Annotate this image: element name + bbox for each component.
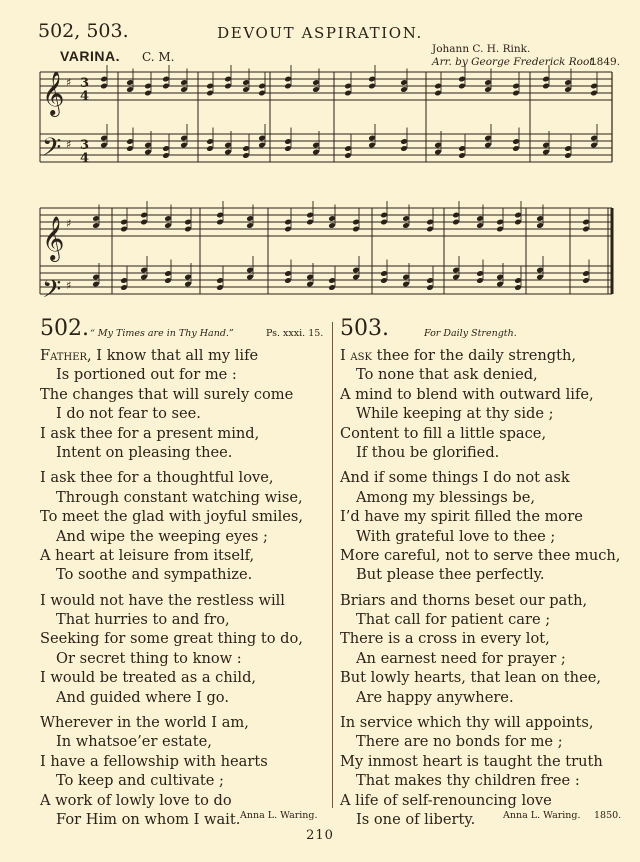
bass-clef-icon: 𝄢 (42, 133, 62, 168)
verse-line: If thou be glorified. (356, 443, 500, 461)
verse-line: The changes that will surely come (40, 385, 294, 403)
tune-name: VARINA. (60, 48, 121, 64)
treble-clef-icon: 𝄞 (42, 71, 65, 115)
time-signature: 3 (80, 76, 90, 91)
verse-line: I would be treated as a child, (40, 669, 257, 687)
verse-line: Are happy anywhere. (356, 688, 514, 706)
sharp-icon: ♯ (66, 76, 72, 89)
verse-line: I ask thee for a present mind, (40, 424, 260, 442)
verse-line: And if some things I do not ask (340, 469, 570, 487)
verse-line: Father, I know that all my life (40, 347, 259, 364)
stanza-list (40, 346, 330, 829)
tune-meter: C. M. (142, 50, 175, 64)
treble-clef-icon: 𝄞 (42, 216, 65, 260)
page-number: 210 (306, 828, 334, 843)
verse-line: I ask thee for a thoughtful love, (40, 469, 274, 487)
author-credit: Anna L. Waring. (240, 810, 318, 821)
scripture-reference: Ps. xxxi. 15. (266, 328, 324, 339)
stanza (40, 468, 330, 584)
verse-line: That makes thy children free : (356, 772, 580, 790)
verse-line: Intent on pleasing thee. (56, 443, 233, 461)
verse-line: To none that ask denied, (356, 366, 538, 384)
stanza-list (340, 346, 620, 829)
sharp-icon: ♯ (66, 138, 72, 151)
stanza (40, 346, 330, 462)
verse-line: Content to fill a little space, (340, 424, 547, 442)
arranger-name: Arr. by George Frederick Root. (432, 56, 597, 68)
author-year: 1850. (594, 810, 622, 821)
stanza (340, 591, 620, 707)
verse-line: A work of lowly love to do (40, 791, 232, 809)
verse-line: I do not fear to see. (56, 405, 201, 423)
verse-line: In whatsoe’er estate, (56, 733, 212, 751)
hymn-numbers: 502, 503. (38, 20, 129, 42)
time-signature: 4 (80, 89, 90, 104)
verse-line: To keep and cultivate ; (56, 772, 224, 790)
sharp-icon: ♯ (66, 279, 72, 292)
verse-line: That call for patient care ; (356, 611, 551, 629)
sharp-icon: ♯ (66, 217, 72, 230)
verse-line: But lowly hearts, that lean on thee, (340, 669, 601, 687)
verse-line: Briars and thorns beset our path, (340, 591, 588, 609)
time-signature: 3 (80, 138, 90, 153)
author-credit: Anna L. Waring. (503, 810, 581, 821)
composer-name: Johann C. H. Rink. (432, 43, 531, 55)
time-signature: 4 (80, 151, 90, 166)
verse-line: Is one of liberty. (356, 810, 476, 828)
verse-line: Through constant watching wise, (56, 488, 303, 506)
hymn-subtitle: “ My Times are in Thy Hand.” (90, 328, 234, 339)
verse-line: An earnest need for prayer ; (356, 649, 566, 667)
verse-line: There are no bonds for me ; (356, 733, 563, 751)
verse-line: And guided where I go. (56, 688, 229, 706)
verse-line: A life of self-renouncing love (340, 791, 552, 809)
stanza (40, 591, 330, 707)
hymn-subtitle: For Daily Strength. (424, 328, 517, 339)
verse-line: More careful, not to serve thee much, (340, 546, 621, 564)
verse-line: I would not have the restless will (40, 591, 285, 609)
verse-line: While keeping at thy side ; (356, 405, 554, 423)
verse-line: But please thee perfectly. (356, 566, 545, 584)
verse-line: That hurries to and fro, (56, 611, 230, 629)
clefs-and-signatures (42, 71, 89, 310)
bass-clef-icon: 𝄢 (42, 275, 62, 310)
page-title: DEVOUT ASPIRATION. (217, 24, 423, 42)
music-score (0, 0, 640, 320)
verse-line: Wherever in the world I am, (40, 714, 249, 732)
verse-line: Among my blessings be, (356, 488, 536, 506)
verse-line: Seeking for some great thing to do, (40, 630, 303, 648)
stanza (340, 468, 620, 584)
verse-line: To meet the glad with joyful smiles, (40, 508, 304, 526)
verse-line: I ask thee for the daily strength, (340, 347, 576, 364)
hymn-number: 502. (40, 316, 89, 341)
verse-line: A mind to blend with outward life, (340, 385, 594, 403)
verse-line: I have a fellowship with hearts (40, 752, 268, 770)
arrangement-year: 1849. (590, 56, 621, 68)
verse-line: I’d have my spirit filled the more (340, 508, 583, 526)
notes (92, 65, 598, 291)
column-divider (332, 322, 333, 808)
barlines (40, 72, 612, 294)
hymn-503 (340, 316, 621, 835)
hymn-502 (40, 316, 330, 835)
verse-line: For Him on whom I wait. (56, 810, 241, 828)
verse-line: My inmost heart is taught the truth (340, 752, 603, 770)
verse-line: With grateful love to thee ; (356, 527, 556, 545)
verse-line: Or secret thing to know : (56, 649, 242, 667)
verse-line: In service which thy will appoints, (340, 714, 594, 732)
verse-line: Is portioned out for me : (56, 366, 237, 384)
stanza (340, 346, 620, 462)
verse-line: There is a cross in every lot, (340, 630, 550, 648)
verse-line: And wipe the weeping eyes ; (56, 527, 268, 545)
hymn-number: 503. (340, 316, 389, 341)
verse-line: A heart at leisure from itself, (40, 546, 255, 564)
verse-line: To soothe and sympathize. (56, 566, 253, 584)
